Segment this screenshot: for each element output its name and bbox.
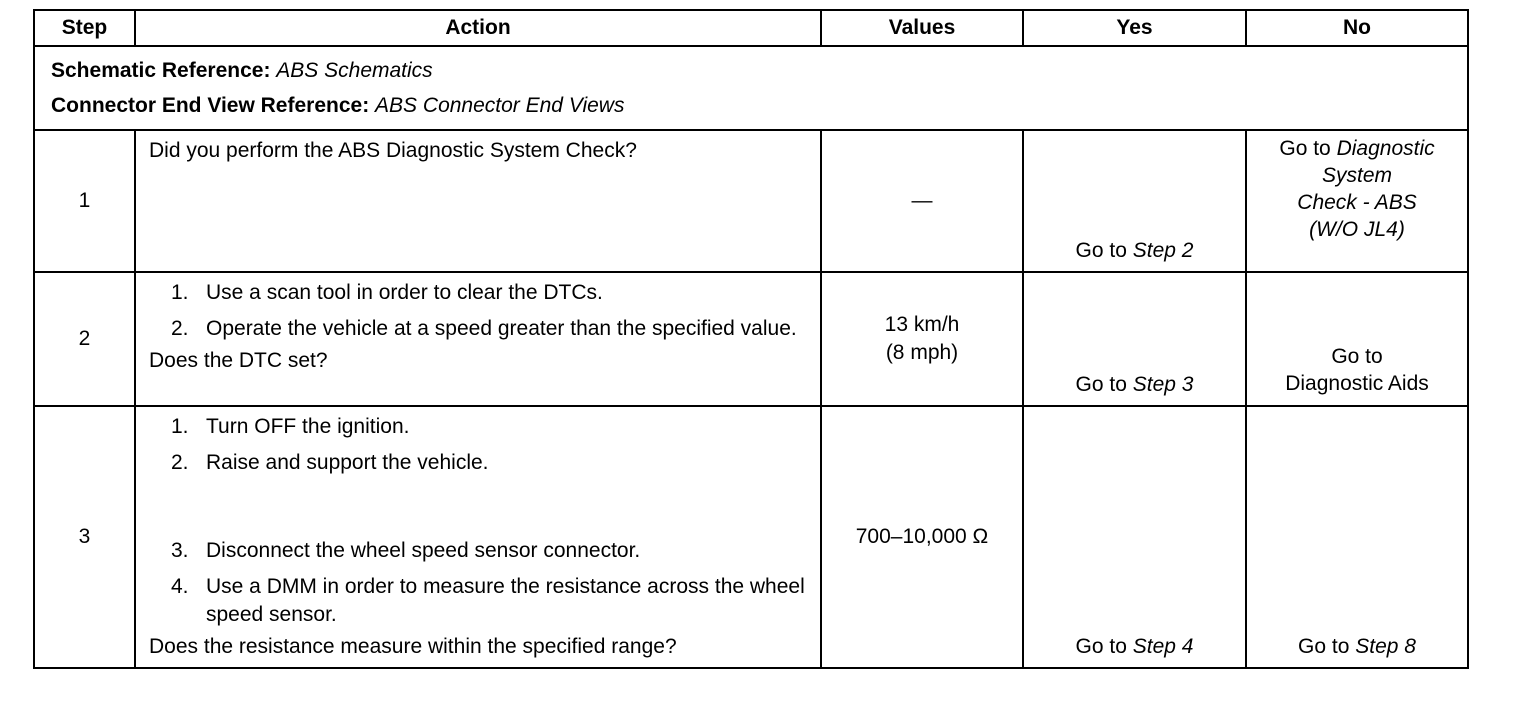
col-header-step: Step	[34, 10, 135, 46]
value-cell	[821, 272, 1023, 406]
list-item-text: Turn OFF the ignition.	[206, 415, 410, 438]
reference-cell	[34, 46, 1468, 130]
step-number: 3	[34, 406, 135, 668]
list-item	[149, 537, 810, 565]
value-text: 700–10,000 Ω	[855, 525, 989, 548]
list-item	[149, 449, 810, 477]
list-item-text: Disconnect the wheel speed sensor connector.	[206, 539, 641, 562]
table-row	[34, 130, 1468, 272]
list-item-text: Use a DMM in order to measure the resistance across the wheel speed sensor.	[206, 575, 805, 626]
action-question: Did you perform the ABS Diagnostic System Check?	[149, 139, 637, 162]
list-item-text: Operate the vehicle at a speed greater than the specified value.	[206, 317, 797, 340]
list-item-number: 2.	[171, 451, 189, 474]
list-item-text: Raise and support the vehicle.	[206, 451, 489, 474]
list-item	[149, 573, 810, 629]
list-item	[149, 413, 810, 441]
list-item-number: 3.	[171, 539, 189, 562]
no-goto-link[interactable]: (W/O JL4)	[1309, 218, 1405, 241]
action-list	[149, 279, 810, 343]
list-item-number: 1.	[171, 281, 189, 304]
no-goto-link[interactable]: Check - ABS	[1297, 191, 1417, 214]
diagnostic-table	[33, 9, 1469, 669]
action-question: Does the DTC set?	[149, 349, 328, 372]
schematic-reference-label: Schematic Reference:	[51, 59, 271, 82]
table-row	[34, 272, 1468, 406]
connector-reference-label: Connector End View Reference:	[51, 94, 370, 117]
goto-prefix: Go to	[1298, 635, 1350, 658]
action-cell	[135, 130, 821, 272]
no-goto-link[interactable]: Diagnostic	[1336, 137, 1435, 160]
no-cell	[1246, 406, 1468, 668]
action-cell	[135, 406, 821, 668]
no-cell	[1246, 272, 1468, 406]
yes-goto-link[interactable]: Step 2	[1132, 239, 1194, 262]
list-item	[149, 315, 810, 343]
connector-reference	[51, 88, 1453, 123]
list-spacer	[149, 485, 810, 537]
table-row	[34, 406, 1468, 668]
action-cell	[135, 272, 821, 406]
value-text: 13 km/h	[884, 313, 960, 336]
no-cell	[1246, 130, 1468, 272]
value-text: —	[911, 189, 933, 212]
yes-goto-link[interactable]: Step 3	[1132, 373, 1194, 396]
col-header-action: Action	[135, 10, 821, 46]
goto-prefix: Go to	[1075, 373, 1127, 396]
list-item-number: 4.	[171, 575, 189, 598]
col-header-no: No	[1246, 10, 1468, 46]
list-item-text: Use a scan tool in order to clear the DTCs.	[206, 281, 603, 304]
header-row	[34, 10, 1468, 46]
goto-prefix: Go to	[1075, 239, 1127, 262]
step-number: 2	[34, 272, 135, 406]
no-goto-text: Go to	[1331, 345, 1383, 368]
action-list	[149, 413, 810, 629]
step-number: 1	[34, 130, 135, 272]
yes-cell	[1023, 406, 1246, 668]
no-goto-link[interactable]: System	[1321, 164, 1392, 187]
goto-prefix: Go to	[1279, 137, 1331, 160]
list-item-number: 2.	[171, 317, 189, 340]
no-goto-link[interactable]: Diagnostic Aids	[1285, 372, 1429, 395]
connector-reference-link[interactable]: ABS Connector End Views	[375, 94, 625, 117]
yes-cell	[1023, 272, 1246, 406]
value-cell	[821, 130, 1023, 272]
no-goto-link[interactable]: Step 8	[1355, 635, 1416, 658]
schematic-reference	[51, 53, 1453, 88]
yes-goto-link[interactable]: Step 4	[1132, 635, 1194, 658]
reference-row	[34, 46, 1468, 130]
col-header-values: Values	[821, 10, 1023, 46]
action-question: Does the resistance measure within the specified range?	[149, 635, 677, 658]
value-text: (8 mph)	[885, 341, 959, 364]
list-item	[149, 279, 810, 307]
col-header-yes: Yes	[1023, 10, 1246, 46]
goto-prefix: Go to	[1075, 635, 1127, 658]
value-cell	[821, 406, 1023, 668]
schematic-reference-link[interactable]: ABS Schematics	[276, 59, 433, 82]
list-item-number: 1.	[171, 415, 189, 438]
yes-cell	[1023, 130, 1246, 272]
